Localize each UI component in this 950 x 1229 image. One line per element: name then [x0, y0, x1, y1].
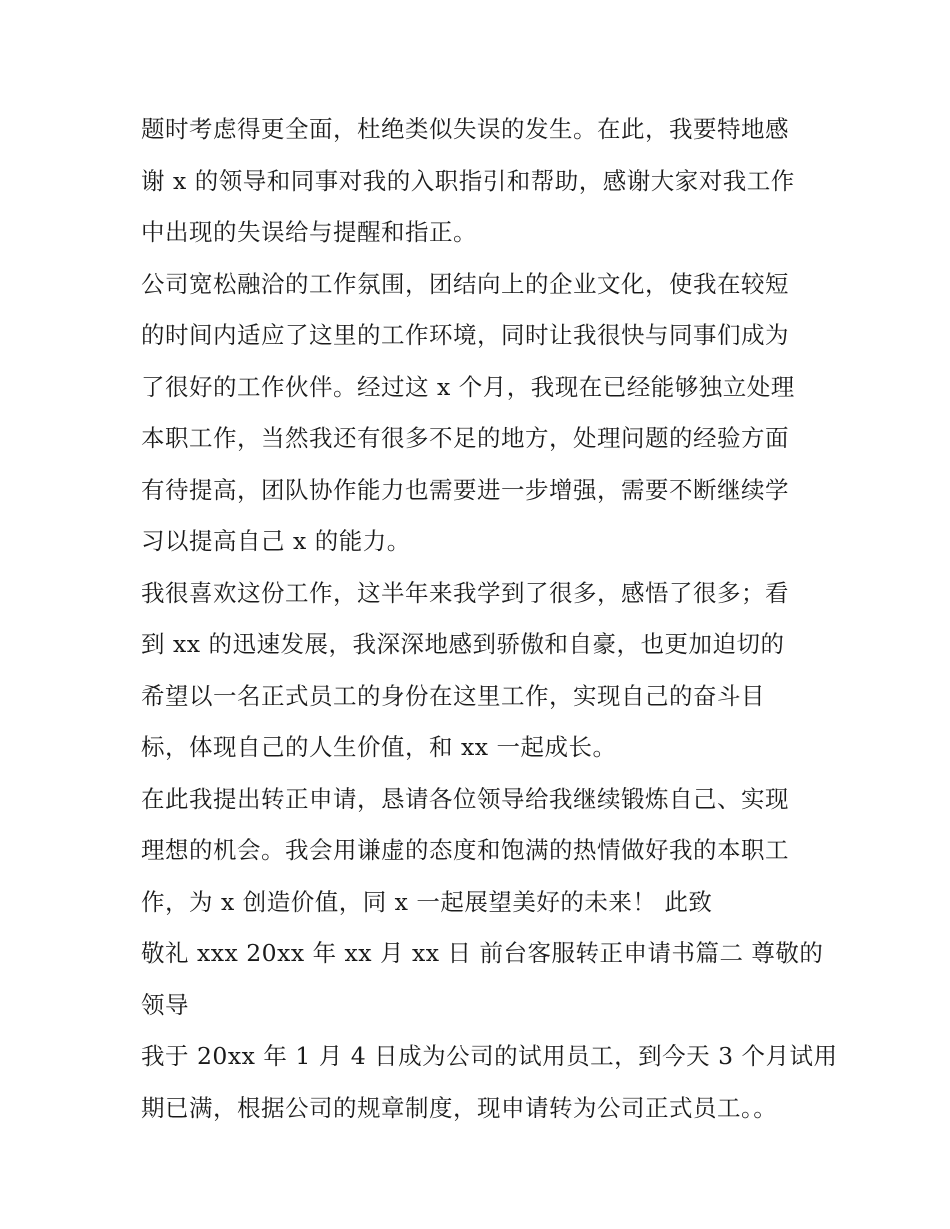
- text-line: 到 xx 的迅速发展，我深深地感到骄傲和自豪，也更加迫切的: [141, 630, 785, 658]
- text-line: 本职工作，当然我还有很多不足的地方，处理问题的经验方面: [141, 424, 789, 452]
- text-line: 了很好的工作伙伴。经过这 x 个月，我现在已经能够独立处理: [141, 372, 795, 401]
- text-line: 作，为 x 创造价值，同 x 一起展望美好的未来！ 此致: [141, 887, 713, 916]
- text-line: 我很喜欢这份工作，这半年来我学到了很多，感悟了很多；看: [141, 578, 789, 607]
- text-line: 标，体现自己的人生价值，和 xx 一起成长。: [141, 733, 617, 761]
- text-line: 有待提高，团队协作能力也需要进一步增强，需要不断继续学: [141, 475, 789, 504]
- text-line: 题时考虑得更全面，杜绝类似失误的发生。在此，我要特地感: [141, 115, 789, 143]
- text-line: 中出现的失误给与提醒和指正。: [141, 218, 477, 246]
- text-line: 在此我提出转正申请，恳请各位领导给我继续锻炼自己、实现: [141, 784, 789, 813]
- text-line: 希望以一名正式员工的身份在这里工作，实现自己的奋斗目: [141, 681, 765, 710]
- text-line: 理想的机会。我会用谦虚的态度和饱满的热情做好我的本职工: [141, 836, 789, 864]
- text-line: 谢 x 的领导和同事对我的入职指引和帮助，感谢大家对我工作: [141, 166, 795, 195]
- text-line: 敬礼 xxx 20xx 年 xx 月 xx 日 前台客服转正申请书篇二 尊敬的: [141, 939, 824, 967]
- text-line: 领导: [141, 990, 189, 1019]
- document-body: [141, 104, 838, 1134]
- text-line: 期已满，根据公司的规章制度，现申请转为公司正式员工。。: [141, 1093, 778, 1122]
- text-line: 公司宽松融洽的工作氛围，团结向上的企业文化，使我在较短: [141, 269, 789, 298]
- text-line: 的时间内适应了这里的工作环境，同时让我很快与同事们成为: [141, 321, 789, 349]
- text-line: 我于 20xx 年 1 月 4 日成为公司的试用员工，到今天 3 个月试用: [141, 1042, 838, 1070]
- text-line: 习以提高自己 x 的能力。: [141, 527, 411, 555]
